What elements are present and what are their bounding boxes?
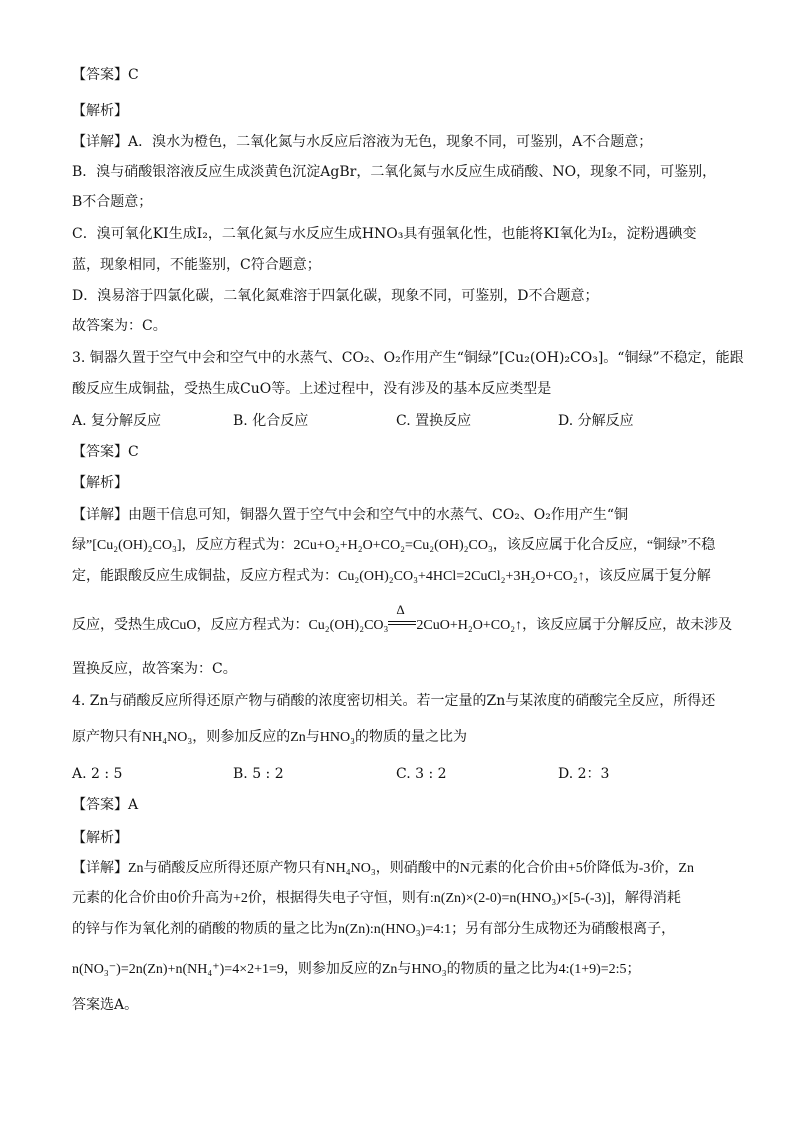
detail-line: 定，能跟酸反应生成铜盐，反应方程式为：Cu₂(OH)₂CO₃+4HCl=2CuCl₂+3H₂O+CO₂↑，该反应属于复分解 (72, 569, 711, 584)
detail-line: 元素的化合价由0价升高为+2价，根据得失电子守恒，则有:n(Zn)×(2-0)=n(HNO₃)×[5-(-3)]，解得消耗 (72, 891, 681, 906)
q3-option-b: B. 化合反应 (233, 413, 309, 429)
equation-right: 2CuO+H₂O+CO₂↑，该反应属于分解反应，故未涉及 (416, 618, 733, 633)
heating-equals-sign (388, 602, 416, 631)
conclusion-line: 答案选A。 (72, 997, 139, 1013)
conclusion-line: 置换反应，故答案为：C。 (72, 661, 237, 677)
detail-line: D．溴易溶于四氯化碳，二氧化氮难溶于四氯化碳，现象不同，可鉴别，D不合题意； (72, 288, 599, 304)
detail-line-equation (72, 602, 733, 635)
question-3-stem: 3. 铜器久置于空气中会和空气中的水蒸气、CO₂、O₂作用产生“铜绿”[Cu₂(OH)₂CO₃]。“铜绿”不稳定，能跟 (72, 350, 744, 366)
q4-option-b: B. 5 : 2 (233, 766, 284, 782)
detail-line: 【详解】Zn与硝酸反应所得还原产物只有NH₄NO₃，则硝酸中的N元素的化合价由+5价降低为-3价，Zn (72, 861, 694, 876)
q4-option-a: A. 2 : 5 (72, 766, 123, 782)
detail-line: n(NO₃⁻)=2n(Zn)+n(NH₄⁺)=4×2+1=9，则参加反应的Zn与HNO₃的物质的量之比为4:(1+9)=2:5； (72, 962, 641, 977)
detail-line: C．溴可氧化KI生成I₂，二氧化氮与水反应生成HNO₃具有强氧化性，也能将KI氧化为I₂，淀粉遇碘变 (72, 226, 697, 242)
analysis-label-q3: 【解析】 (72, 475, 128, 491)
detail-line: 【详解】A．溴水为橙色，二氧化氮与水反应后溶液为无色，现象不同，可鉴别，A不合题意； (72, 134, 653, 150)
delta-icon: Δ (396, 602, 405, 617)
detail-line: B不合题意； (72, 194, 153, 210)
question-3-stem: 酸反应生成铜盐，受热生成CuO等。上述过程中，没有涉及的基本反应类型是 (72, 381, 552, 397)
q3-option-a: A. 复分解反应 (72, 413, 162, 429)
detail-line: 蓝，现象相同，不能鉴别，C符合题意； (72, 257, 321, 273)
answer-label-q3: 【答案】C (72, 444, 139, 460)
q3-option-c: C. 置换反应 (396, 413, 472, 429)
answer-label-q2: 【答案】C (72, 67, 139, 83)
equation-left: 反应，受热生成CuO，反应方程式为：Cu₂(OH)₂CO₃ (72, 618, 389, 633)
detail-line: 绿”[Cu₂(OH)₂CO₃]，反应方程式为：2Cu+O₂+H₂O+CO₂=Cu₂(OH)₂CO₃，该反应属于化合反应，“铜绿”不稳 (72, 538, 716, 553)
q3-option-d: D. 分解反应 (558, 413, 634, 429)
question-4-stem: 4. Zn与硝酸反应所得还原产物与硝酸的浓度密切相关。若一定量的Zn与某浓度的硝酸完全反应，所得还 (72, 693, 716, 709)
analysis-label-q2: 【解析】 (72, 103, 128, 119)
conclusion-line: 故答案为：C。 (72, 318, 167, 334)
q4-option-d: D. 2：3 (558, 766, 610, 782)
detail-line: 的锌与作为氧化剂的硝酸的物质的量之比为n(Zn):n(HNO₃)=4:1；另有部分生成物还为硝酸根离子， (72, 922, 676, 937)
detail-line: B．溴与硝酸银溶液反应生成淡黄色沉淀AgBr，二氧化氮与水反应生成硝酸、NO，现象不同，可鉴别， (72, 164, 717, 180)
detail-line: 【详解】由题干信息可知，铜器久置于空气中会和空气中的水蒸气、CO₂、O₂作用产生“铜 (72, 507, 629, 523)
analysis-label-q4: 【解析】 (72, 830, 128, 846)
answer-label-q4: 【答案】A (72, 797, 139, 813)
question-4-stem: 原产物只有NH₄NO₃，则参加反应的Zn与HNO₃的物质的量之比为 (72, 730, 467, 745)
q4-option-c: C. 3 : 2 (396, 766, 447, 782)
